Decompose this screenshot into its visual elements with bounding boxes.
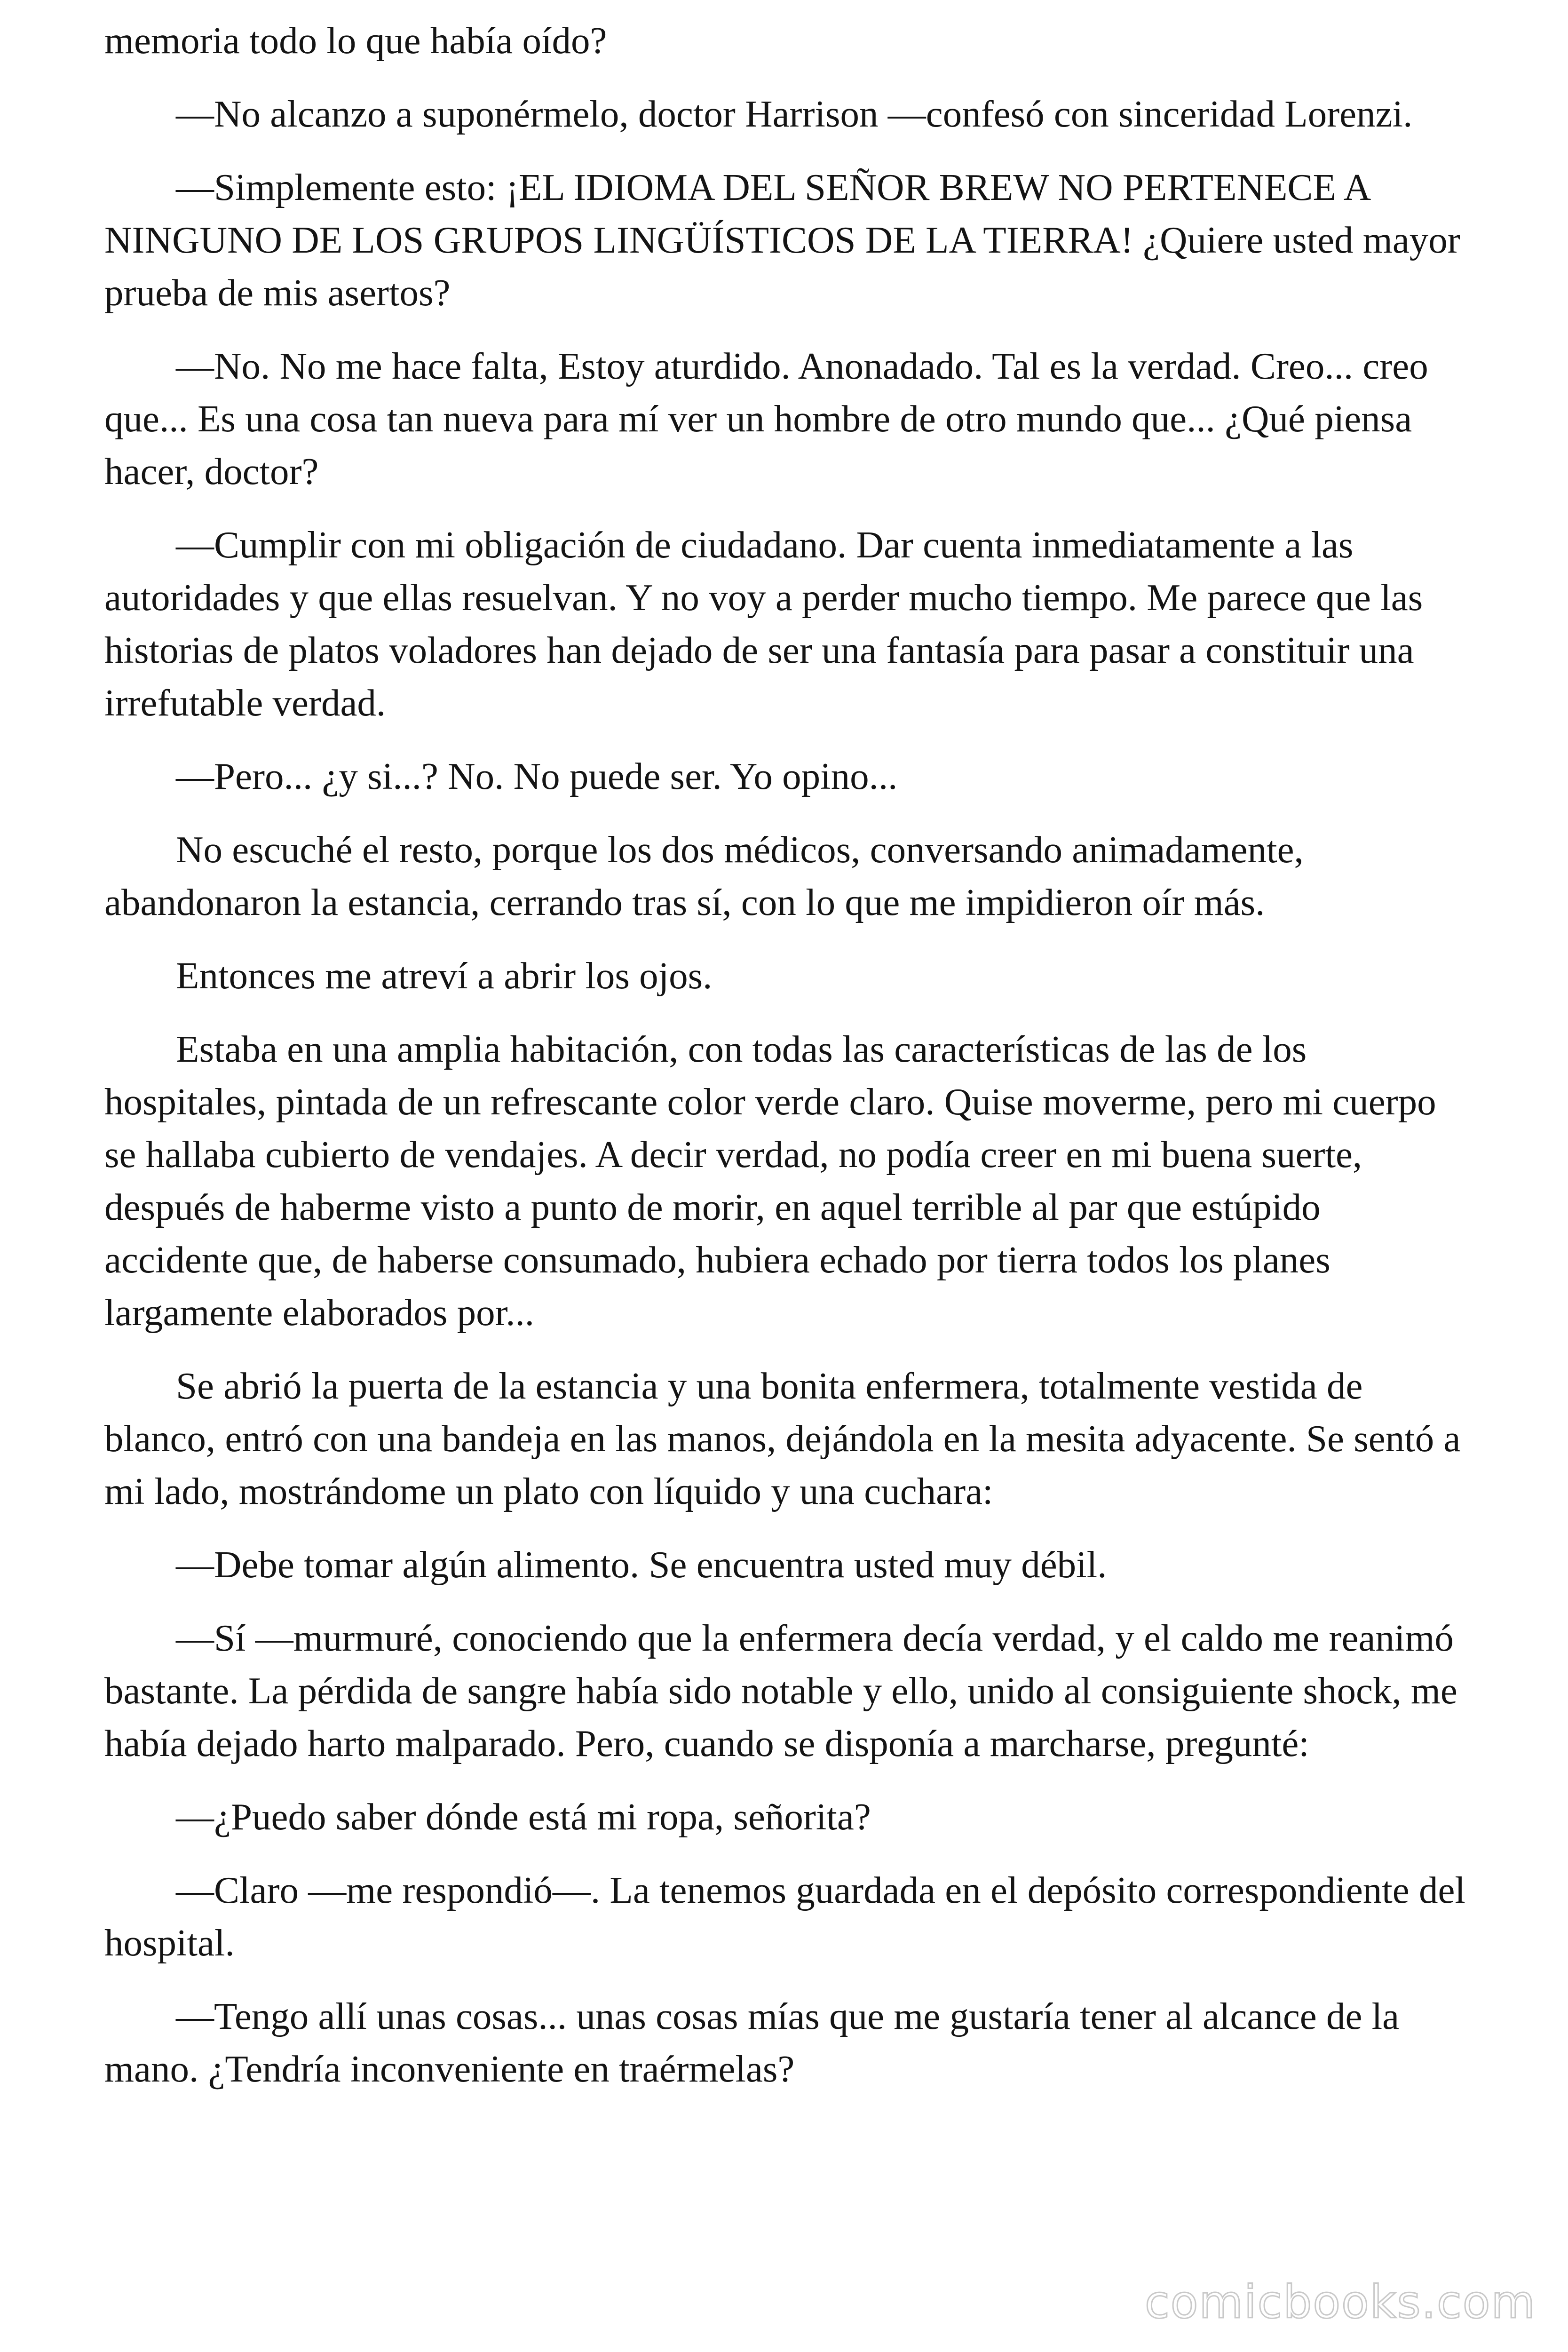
paragraph: —Claro —me respondió—. La tenemos guardada en el depósito correspondiente del hospital. bbox=[104, 1869, 1465, 1964]
page-text bbox=[104, 14, 1468, 2116]
paragraph: —Cumplir con mi obligación de ciudadano. Dar cuenta inmediatamente a las autoridades y que ellas resuelvan. Y no voy a perder mucho tiempo. Me parece que las historias de platos voladores han dejado de ser una fantasía para pasar a constituir una irrefutable verdad. bbox=[104, 524, 1423, 724]
paragraph: —No alcanzo a suponérmelo, doctor Harrison —confesó con sinceridad Lorenzi. bbox=[176, 93, 1413, 135]
paragraph: —Debe tomar algún alimento. Se encuentra usted muy débil. bbox=[176, 1543, 1107, 1586]
paragraph: —Tengo allí unas cosas... unas cosas mías que me gustaría tener al alcance de la mano. ¿Tendría inconveniente en traérmelas? bbox=[104, 1995, 1400, 2090]
watermark: comicbooks.com bbox=[1144, 2276, 1536, 2328]
paragraph: —¿Puedo saber dónde está mi ropa, señorita? bbox=[176, 1796, 871, 1838]
paragraph: —Sí —murmuré, conociendo que la enfermera decía verdad, y el caldo me reanimó bastante. La pérdida de sangre había sido notable y ello, unido al consiguiente shock, me había dejado harto malparado. Pero, cuando se disponía a marcharse, pregunté: bbox=[104, 1617, 1457, 1764]
paragraph: Entonces me atreví a abrir los ojos. bbox=[176, 954, 713, 997]
paragraph: —Simplemente esto: ¡EL IDIOMA DEL SEÑOR BREW NO PERTENECE A NINGUNO DE LOS GRUPOS LINGÜÍSTICOS DE LA TIERRA! ¿Quiere usted mayor prueba de mis asertos? bbox=[104, 166, 1460, 314]
paragraph: Se abrió la puerta de la estancia y una bonita enfermera, totalmente vestida de blanco, entró con una bandeja en las manos, dejándola en la mesita adyacente. Se sentó a mi lado, mostrándome un plato con líquido y una cuchara: bbox=[104, 1365, 1461, 1512]
paragraph: —Pero... ¿y si...? No. No puede ser. Yo opino... bbox=[176, 755, 898, 797]
paragraph: No escuché el resto, porque los dos médicos, conversando animadamente, abandonaron la estancia, cerrando tras sí, con lo que me impidieron oír más. bbox=[104, 828, 1304, 923]
paragraph: Estaba en una amplia habitación, con todas las características de las de los hospitales, pintada de un refrescante color verde claro. Quise moverme, pero mi cuerpo se hallaba cubierto de vendajes. A decir verdad, no podía creer en mi buena suerte, después de haberme visto a punto de morir, en aquel terrible al par que estúpido accidente que, de haberse consumado, hubiera echado por tierra todos los planes largamente elaborados por... bbox=[104, 1028, 1436, 1334]
paragraph: memoria todo lo que había oído? bbox=[104, 19, 607, 62]
paragraph: —No. No me hace falta, Estoy aturdido. Anonadado. Tal es la verdad. Creo... creo que... Es una cosa tan nueva para mí ver un hombre de otro mundo que... ¿Qué piensa hacer, doctor? bbox=[104, 345, 1428, 493]
